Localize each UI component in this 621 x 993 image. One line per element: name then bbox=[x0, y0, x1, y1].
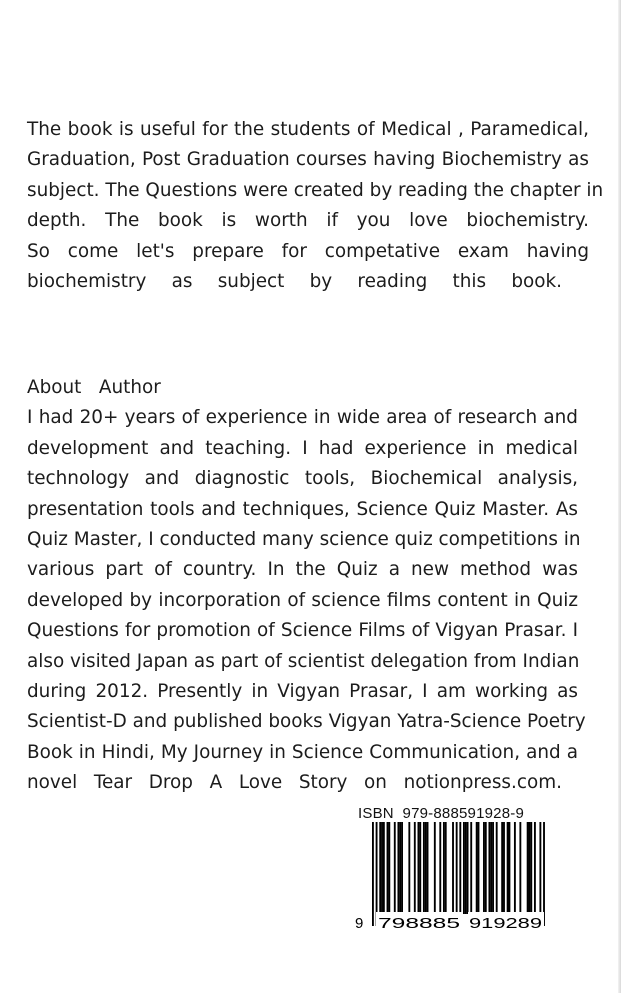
barcode-bar bbox=[534, 822, 536, 914]
barcode-bar bbox=[529, 822, 531, 914]
barcode-bar bbox=[383, 822, 385, 914]
barcode-bar bbox=[483, 822, 485, 914]
barcode-bar bbox=[425, 822, 427, 914]
barcode-bar bbox=[443, 822, 445, 914]
about-author-heading: About Author bbox=[27, 377, 161, 398]
about-line: I had 20+ years of experience in wide area of research and bbox=[27, 407, 578, 429]
barcode-bar bbox=[539, 822, 541, 926]
barcode-bar bbox=[401, 822, 403, 914]
barcode-bar bbox=[394, 822, 396, 914]
description-line: So come let's prepare for competative exam having bbox=[27, 240, 589, 262]
barcode-bar bbox=[485, 822, 487, 914]
barcode-bar bbox=[478, 822, 480, 914]
barcode-bar bbox=[427, 822, 429, 914]
about-line: Scientist-D and published books Vigyan Yatra-Science Poetry bbox=[27, 711, 586, 733]
about-line: developed by incorporation of science films content in Quiz bbox=[27, 589, 578, 611]
about-line: novel Tear Drop A Love Story on notionpress.com. bbox=[27, 772, 562, 794]
about-line: during 2012. Presently in Vigyan Prasar, I am working as bbox=[27, 681, 578, 703]
barcode-bar bbox=[463, 822, 465, 914]
barcode-bar bbox=[514, 822, 516, 914]
barcode-bar bbox=[530, 822, 532, 914]
barcode-bar bbox=[470, 822, 472, 914]
barcode-bar bbox=[452, 822, 454, 914]
barcode-left-digits: 798885 bbox=[378, 915, 460, 932]
description-line: Graduation, Post Graduation courses having Biochemistry as bbox=[27, 149, 589, 171]
description-line: The book is useful for the students of Medical , Paramedical, bbox=[27, 119, 589, 140]
barcode-bar bbox=[488, 822, 490, 914]
barcode-bar bbox=[418, 822, 420, 914]
barcode-first-digit: 9 bbox=[355, 915, 364, 932]
barcode-bar bbox=[408, 822, 410, 914]
barcode-bar bbox=[527, 822, 529, 914]
about-line: Quiz Master, I conducted many science quiz competitions in bbox=[27, 529, 581, 551]
description-line: subject. The Questions were created by reading the chapter in bbox=[27, 179, 604, 201]
barcode-bar bbox=[456, 822, 458, 926]
about-line: presentation tools and techniques, Science Quiz Master. As bbox=[27, 498, 578, 520]
barcode-bar bbox=[445, 822, 447, 914]
description-line: biochemistry as subject by reading this book. bbox=[27, 271, 562, 293]
barcode-bar bbox=[490, 822, 492, 914]
about-author-section bbox=[27, 373, 586, 799]
description-line: depth. The book is worth if you love biochemistry. bbox=[27, 210, 589, 232]
about-line: technology and diagnostic tools, Biochemical analysis, bbox=[27, 468, 578, 490]
isbn-barcode bbox=[352, 822, 552, 932]
about-line: development and teaching. I had experience in medical bbox=[27, 437, 578, 459]
barcode-bar bbox=[503, 822, 505, 914]
barcode-bar bbox=[496, 822, 498, 914]
barcode-bar bbox=[423, 822, 425, 914]
barcode-bar bbox=[388, 822, 390, 914]
barcode-bar bbox=[519, 822, 521, 914]
barcode-bar bbox=[414, 822, 416, 914]
about-line: Book in Hindi, My Journey in Science Communication, and a bbox=[27, 741, 578, 763]
barcode-bar bbox=[419, 822, 421, 914]
barcode-bar bbox=[501, 822, 503, 914]
barcode-bar bbox=[465, 822, 467, 914]
about-line: various part of country. In the Quiz a new method was bbox=[27, 559, 578, 581]
barcode-bar bbox=[543, 822, 545, 926]
about-line: also visited Japan as part of scientist delegation from Indian bbox=[27, 650, 580, 672]
book-description bbox=[27, 115, 604, 297]
barcode-bar bbox=[381, 822, 383, 914]
barcode-bar bbox=[379, 822, 381, 914]
barcode-bar bbox=[492, 822, 494, 914]
barcode-bar bbox=[387, 822, 389, 914]
barcode-bar bbox=[434, 822, 436, 914]
about-line: Questions for promotion of Science Films of Vigyan Prasar. I bbox=[27, 620, 578, 642]
barcode-bar bbox=[439, 822, 441, 914]
barcode-bar bbox=[397, 822, 399, 914]
barcode-bar bbox=[509, 822, 511, 914]
barcode-right-digits: 919289 bbox=[469, 915, 542, 932]
barcode-bar bbox=[467, 822, 469, 914]
barcode-bar bbox=[399, 822, 401, 914]
barcode-bar bbox=[376, 822, 378, 926]
barcode-bar bbox=[507, 822, 509, 914]
barcode-bar bbox=[476, 822, 478, 914]
isbn-label: ISBN 979-888591928-9 bbox=[358, 805, 524, 822]
barcode-bar bbox=[459, 822, 461, 926]
barcode-bar bbox=[372, 822, 374, 926]
